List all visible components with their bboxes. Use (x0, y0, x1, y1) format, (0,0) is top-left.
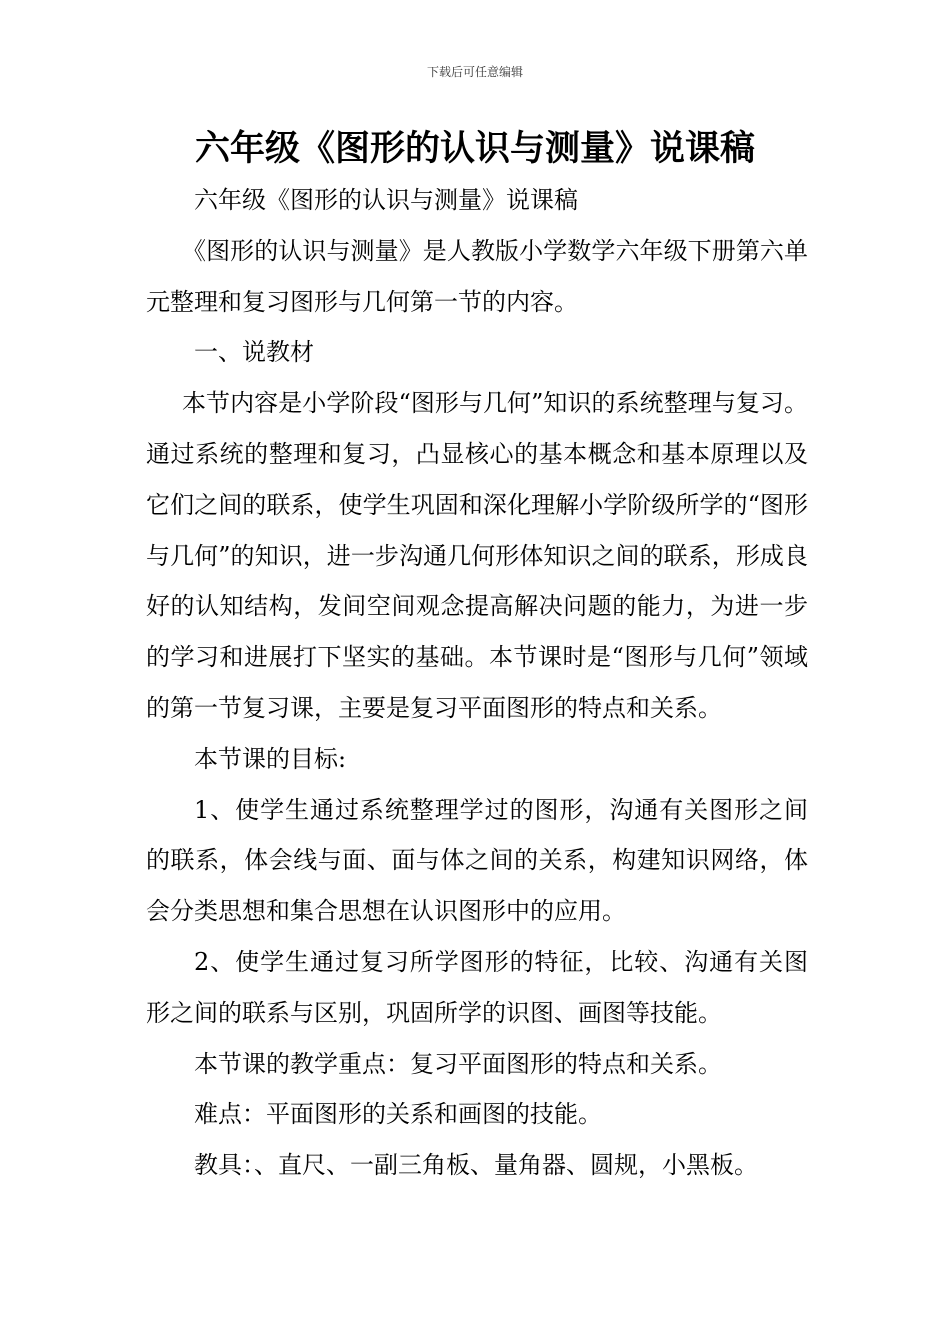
section-heading-material: 一、说教材 (194, 338, 314, 367)
intro-paragraph: 《图形的认识与测量》是人教版小学数学六年级下册第六单元整理和复习图形与几何第一节的内容。 (146, 236, 808, 316)
difficulty-paragraph: 难点：平面图形的关系和画图的技能。 (194, 1100, 602, 1129)
document-body (146, 175, 808, 1191)
tools-paragraph: 教具：、直尺、一副三角板、量角器、圆规，小黑板。 (194, 1151, 758, 1180)
goals-heading: 本节课的目标: (194, 744, 347, 773)
material-paragraph: 本节内容是小学阶段“图形与几何”知识的系统整理与复习。通过系统的整理和复习，凸显核心的基本概念和基本原理以及它们之间的联系，使学生巩固和深化理解小学阶级所学的“图形与几何”的知识，进一步沟通几何形体知识之间的联系，形成良好的认知结构，发间空间观念提高解决问题的能力，为进一步的学习和进展打下坚实的基础。本节课时是“图形与几何”领域的第一节复习课，主要是复习平面图形的特点和关系。 (146, 389, 808, 722)
subtitle-paragraph: 六年级《图形的认识与测量》说课稿 (194, 186, 578, 214)
document-title: 六年级《图形的认识与测量》说课稿 (194, 129, 755, 169)
key-point-paragraph: 本节课的教学重点：复习平面图形的特点和关系。 (194, 1049, 722, 1078)
goal-item-1: 1、使学生通过系统整理学过的图形，沟通有关图形之间的联系，体会线与面、面与体之间的关系，构建知识网络，体会分类思想和集合思想在认识图形中的应用。 (146, 795, 808, 926)
header-note: 下载后可任意编辑 (426, 65, 523, 79)
goal-item-2: 2、使学生通过复习所学图形的特征，比较、沟通有关图形之间的联系与区别，巩固所学的识图、画图等技能。 (146, 947, 808, 1027)
